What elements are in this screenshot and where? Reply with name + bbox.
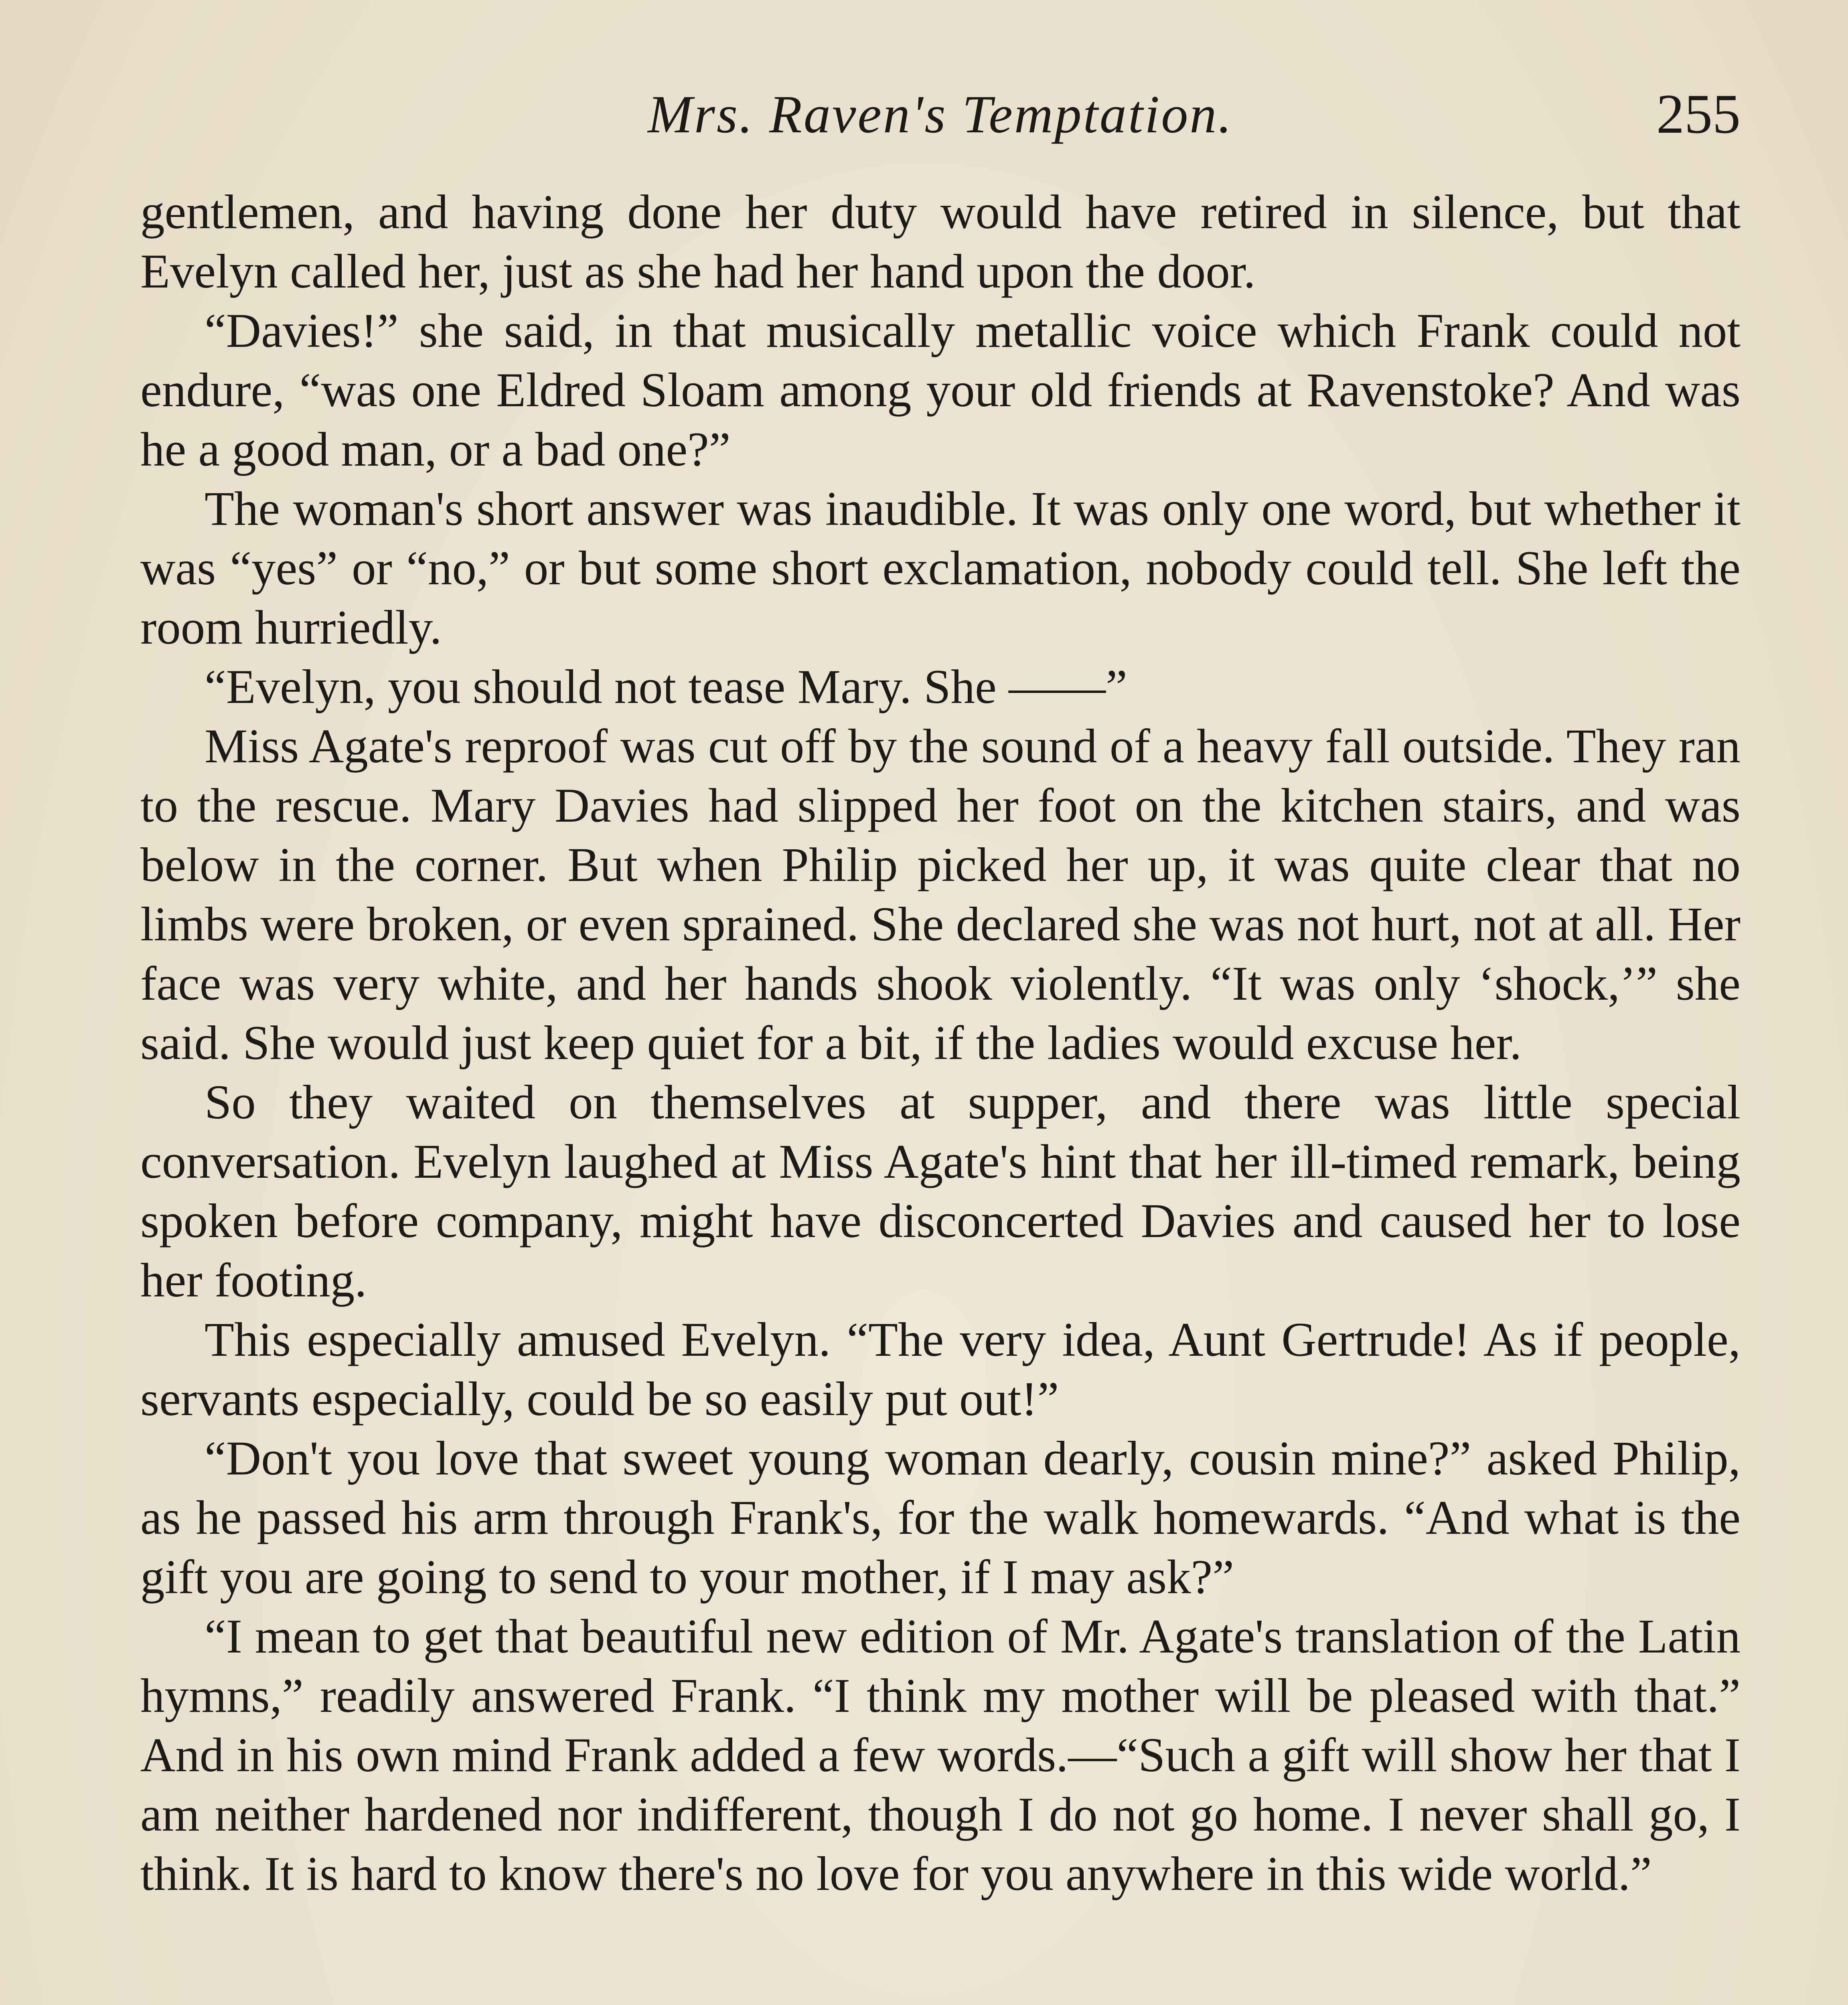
paragraph: The woman's short answer was inaudible. It was only one word, but whether it was “yes” or “no,” or but some short exclamation, nobody could tell. She left the room hurriedly.	[140, 482, 1741, 654]
body-text	[140, 182, 1741, 1904]
paragraph: “Davies!” she said, in that musically metallic voice which Frank could not endure, “was one Eldred Sloam among your old friends at Ravenstoke? And was he a good man, or a bad one?”	[140, 304, 1741, 476]
paragraph: “Don't you love that sweet young woman dearly, cousin mine?” asked Philip, as he passed his arm through Frank's, for the walk homewards. “And what is the gift you are going to send to your mother, if I may ask?”	[140, 1432, 1741, 1604]
paragraph: gentlemen, and having done her duty would have retired in silence, but that Evelyn called her, just as she had her hand upon the door.	[140, 185, 1741, 298]
paragraph: “Evelyn, you should not tease Mary. She ——”	[205, 660, 1127, 714]
running-title: Mrs. Raven's Temptation.	[648, 85, 1233, 144]
paragraph: This especially amused Evelyn. “The very idea, Aunt Gertrude! As if people, servants especially, could be so easily put out!”	[140, 1313, 1741, 1426]
paragraph: So they waited on themselves at supper, and there was little special conversation. Evelyn laughed at Miss Agate's hint that her ill-timed remark, being spoken before company, might have disconcerted Davies and caused her to lose her footing.	[140, 1075, 1741, 1307]
page-header	[140, 68, 1741, 160]
page-number: 255	[1656, 83, 1741, 145]
paragraph: “I mean to get that beautiful new edition of Mr. Agate's translation of the Latin hymns,” readily answered Frank. “I think my mother will be pleased with that.” And in his own mind Frank added a few words.—“Such a gift will show her that I am neither hardened nor indifferent, though I do not go home. I never shall go, I think. It is hard to know there's no love for you anywhere in this wide world.”	[140, 1610, 1741, 1901]
paragraph: Miss Agate's reproof was cut off by the sound of a heavy fall outside. They ran to the rescue. Mary Davies had slipped her foot on the kitchen stairs, and was below in the corner. But when Philip picked her up, it was quite clear that no limbs were broken, or even sprained. She declared she was not hurt, not at all. Her face was very white, and her hands shook violently. “It was only ‘shock,’” she said. She would just keep quiet for a bit, if the ladies would excuse her.	[140, 719, 1741, 1070]
